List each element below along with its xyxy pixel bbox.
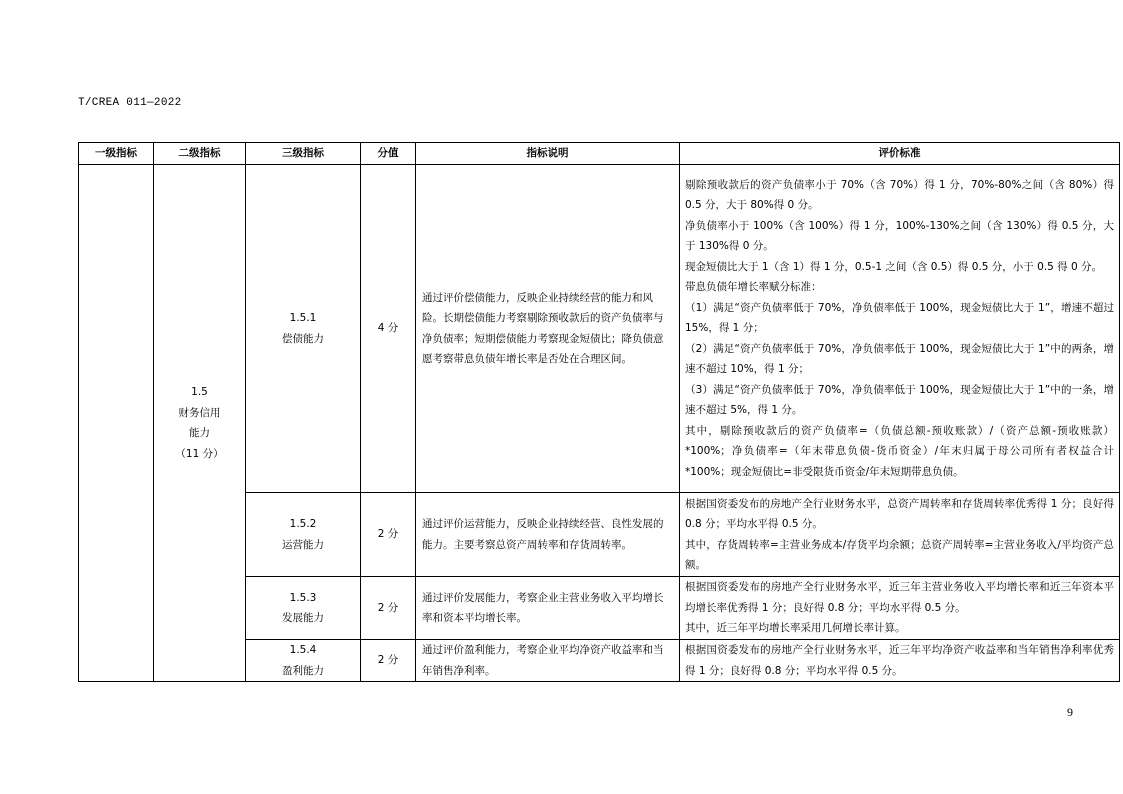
- level3-code: 1.5.3: [289, 591, 317, 604]
- level3-cell: [246, 493, 361, 577]
- description-cell: 通过评价发展能力，考察企业主营业务收入平均增长率和资本平均增长率。: [416, 577, 680, 640]
- criteria-line: （3）满足“资产负债率低于 70%，净负债率低于 100%，现金短债比大于 1”中的一条，增速不超过 5%，得 1 分。: [685, 383, 1114, 417]
- criteria-line: 净负债率小于 100%（含 100%）得 1 分，100%-130%之间（含 130%）得 0.5 分，大于 130%得 0 分。: [685, 219, 1114, 253]
- criteria-cell: [680, 493, 1120, 577]
- level3-name: 偿债能力: [282, 332, 324, 345]
- column-header: 指标说明: [416, 143, 680, 165]
- table-row: [79, 165, 1120, 493]
- table-header-row: [79, 143, 1120, 165]
- column-header: 一级指标: [79, 143, 154, 165]
- criteria-line: 根据国资委发布的房地产全行业财务水平，近三年主营业务收入平均增长率和近三年资本平均增长率优秀得 1 分；良好得 0.8 分；平均水平得 0.5 分。: [685, 581, 1114, 614]
- criteria-line: 根据国资委发布的房地产全行业财务水平，总资产周转率和存货周转率优秀得 1 分；良好得 0.8 分；平均水平得 0.5 分。: [685, 497, 1114, 530]
- column-header: 三级指标: [246, 143, 361, 165]
- column-header: 二级指标: [154, 143, 246, 165]
- evaluation-table: [78, 142, 1120, 682]
- criteria-line: 带息负债年增长率赋分标准：: [685, 281, 822, 294]
- description-cell: 通过评价盈利能力，考察企业平均净资产收益率和当年销售净利率。: [416, 640, 680, 682]
- score-cell: 2 分: [361, 640, 416, 682]
- column-header: 评价标准: [680, 143, 1120, 165]
- level3-code: 1.5.2: [289, 518, 317, 530]
- level2-name: 财务信用: [178, 406, 221, 419]
- level3-name: 运营能力: [282, 538, 324, 551]
- criteria-line: 现金短债比大于 1（含 1）得 1 分，0.5-1 之间（含 0.5）得 0.5 分，小于 0.5 得 0 分。: [685, 260, 1103, 273]
- level3-cell: [246, 640, 361, 682]
- score-cell: 2 分: [361, 493, 416, 577]
- level3-cell: [246, 165, 361, 493]
- criteria-line: 其中，剔除预收款后的资产负债率=（负债总额-预收账款）/（资产总额-预收账款）*100%；净负债率=（年末带息负债-货币资金）/年末归属于母公司所有者权益合计*100%；现金短债比=非受限货币资金/年末短期带息负债。: [685, 424, 1114, 478]
- criteria-line: 其中，近三年平均增长率采用几何增长率计算。: [685, 622, 906, 635]
- criteria-line: 根据国资委发布的房地产全行业财务水平，近三年平均净资产收益率和当年销售净利率优秀得 1 分；良好得 0.8 分；平均水平得 0.5 分。: [685, 644, 1114, 677]
- level3-cell: [246, 577, 361, 640]
- level2-code: 1.5: [191, 386, 208, 398]
- criteria-line: （2）满足“资产负债率低于 70%，净负债率低于 100%，现金短债比大于 1”中的两条，增速不超过 10%，得 1 分；: [685, 342, 1114, 376]
- page-number: 9: [1067, 705, 1073, 719]
- description-cell: 通过评价偿债能力，反映企业持续经营的能力和风险。长期偿债能力考察剔除预收款后的资产负债率与净负债率；短期偿债能力考察现金短债比；降负债意愿考察带息负债年增长率是否处在合理区间。: [416, 165, 680, 493]
- level2-score: （11 分）: [175, 447, 224, 460]
- level3-name: 盈利能力: [282, 664, 324, 677]
- level3-code: 1.5.4: [289, 644, 317, 656]
- level2-cell: [154, 165, 246, 682]
- level3-code: 1.5.1: [289, 312, 317, 324]
- score-cell: 4 分: [361, 165, 416, 493]
- criteria-cell: [680, 165, 1120, 493]
- score-cell: 2 分: [361, 577, 416, 640]
- criteria-cell: [680, 577, 1120, 640]
- description-cell: 通过评价运营能力，反映企业持续经营、良性发展的能力。主要考察总资产周转率和存货周转率。: [416, 493, 680, 577]
- criteria-cell: [680, 640, 1120, 682]
- column-header: 分值: [361, 143, 416, 165]
- criteria-line: 其中，存货周转率=主营业务成本/存货平均余额；总资产周转率=主营业务收入/平均资产总额。: [685, 538, 1114, 571]
- level3-name: 发展能力: [282, 612, 324, 624]
- level1-cell: [79, 165, 154, 682]
- level2-name: 能力: [189, 427, 210, 439]
- criteria-line: 剔除预收款后的资产负债率小于 70%（含 70%）得 1 分，70%-80%之间（含 80%）得 0.5 分，大于 80%得 0 分。: [685, 178, 1114, 212]
- criteria-line: （1）满足“资产负债率低于 70%，净负债率低于 100%，现金短债比大于 1”，增速不超过 15%，得 1 分；: [685, 301, 1114, 335]
- document-code: T/CREA 011—2022: [78, 97, 182, 109]
